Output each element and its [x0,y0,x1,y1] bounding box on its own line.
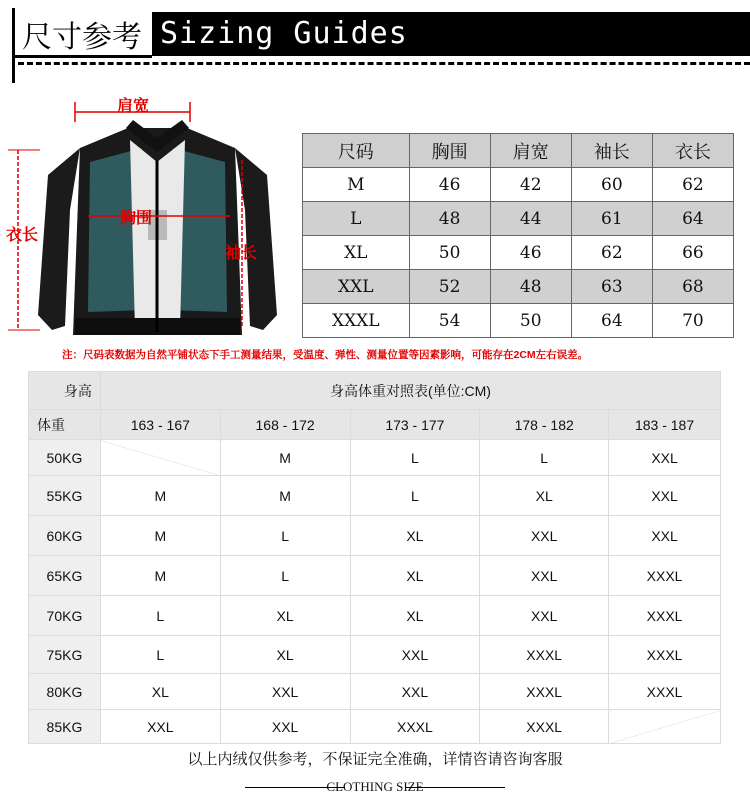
size-cell: 50 [409,236,490,270]
height-weight-table [28,371,721,744]
label-length: 衣长 [6,227,39,244]
header-title-en: Sizing Guides [160,16,408,51]
brand-rule-left [245,787,345,788]
corner-height-label: 身高 [29,372,101,410]
table-row [303,270,734,304]
label-chest: 胸围 [120,210,153,227]
size-cell: XXXL [609,674,721,710]
size-cell: 63 [571,270,652,304]
size-cell: 42 [490,168,571,202]
table-row [303,168,734,202]
size-table-header [303,134,734,168]
size-cell: 52 [409,270,490,304]
size-cell: L [350,476,480,516]
size-cell: 68 [652,270,733,304]
size-cell: XXL [609,476,721,516]
weight-cell: 60KG [29,516,101,556]
size-cell: XXXL [609,556,721,596]
size-cell: M [100,516,220,556]
table-row [29,596,721,636]
size-cell: XXL [609,516,721,556]
size-header-cell: 尺码 [303,134,410,168]
clothing-size-brand [245,779,505,795]
empty-diagonal-cell [609,710,721,744]
weight-cell: 65KG [29,556,101,596]
size-cell: M [100,476,220,516]
jacket-image [30,100,285,345]
size-table [302,133,734,338]
weight-cell: 70KG [29,596,101,636]
weight-cell: 55KG [29,476,101,516]
weight-cell: 80KG [29,674,101,710]
size-cell: M [220,440,350,476]
size-cell: 64 [652,202,733,236]
label-sleeve: 袖长 [225,245,258,262]
height-range-cell: 183 - 187 [609,410,721,440]
size-cell: XXXL [480,636,609,674]
table-row [303,304,734,338]
size-cell: L [220,516,350,556]
header-title-cn: 尺寸参考 [22,20,142,55]
table-row [303,236,734,270]
size-cell: 48 [409,202,490,236]
height-range-cell: 173 - 177 [350,410,480,440]
size-cell: XXXL [303,304,410,338]
size-cell: XXXL [480,710,609,744]
size-cell: XL [220,636,350,674]
size-header-cell: 袖长 [571,134,652,168]
hw-table-title: 身高体重对照表(单位:CM) [100,372,720,410]
size-cell: M [100,556,220,596]
hw-title-row [29,372,721,410]
size-cell: XL [303,236,410,270]
brand-rule-right [405,787,505,788]
size-cell: XXL [350,674,480,710]
size-cell: XXL [220,674,350,710]
table-row [29,516,721,556]
table-row [29,556,721,596]
size-header-cell: 胸围 [409,134,490,168]
size-header-cell: 衣长 [652,134,733,168]
size-cell: XL [350,596,480,636]
hw-heights-row [29,410,721,440]
measurement-note: 注：尺码表数据为自然平铺状态下手工测量结果，受温度、弹性、测量位置等因素影响，可能存在2CM左右误差。 [62,349,589,361]
size-cell: L [303,202,410,236]
size-cell: 66 [652,236,733,270]
size-cell: XL [220,596,350,636]
size-cell: 44 [490,202,571,236]
size-cell: XXL [480,596,609,636]
size-cell: M [220,476,350,516]
size-cell: L [220,556,350,596]
table-row [303,202,734,236]
weight-cell: 85KG [29,710,101,744]
brand-text: CLOTHING SIZE [326,779,424,794]
size-cell: 64 [571,304,652,338]
size-cell: XXXL [609,596,721,636]
size-cell: XXL [480,516,609,556]
weight-cell: 75KG [29,636,101,674]
size-cell: 60 [571,168,652,202]
size-cell: 54 [409,304,490,338]
size-cell: 62 [652,168,733,202]
size-cell: M [303,168,410,202]
table-row [29,674,721,710]
height-range-cell: 178 - 182 [480,410,609,440]
label-shoulder: 肩宽 [117,98,150,115]
size-cell: L [350,440,480,476]
size-cell: XXL [609,440,721,476]
table-row [29,440,721,476]
size-cell: XL [480,476,609,516]
table-row [29,476,721,516]
size-cell: XL [100,674,220,710]
size-cell: L [480,440,609,476]
size-cell: 50 [490,304,571,338]
size-cell: XXL [303,270,410,304]
header-dashed-rule [18,62,750,65]
size-cell: XXL [100,710,220,744]
size-cell: XXXL [609,636,721,674]
empty-diagonal-cell [100,440,220,476]
height-range-cell: 168 - 172 [220,410,350,440]
size-cell: 70 [652,304,733,338]
size-header-cell: 肩宽 [490,134,571,168]
size-cell: 46 [409,168,490,202]
corner-weight-label: 体重 [29,410,101,440]
size-cell: XXL [350,636,480,674]
size-cell: L [100,596,220,636]
size-cell: XL [350,516,480,556]
table-row [29,636,721,674]
weight-cell: 50KG [29,440,101,476]
size-cell: XXL [480,556,609,596]
height-range-cell: 163 - 167 [100,410,220,440]
size-cell: 61 [571,202,652,236]
size-cell: 46 [490,236,571,270]
size-cell: L [100,636,220,674]
size-cell: 48 [490,270,571,304]
footer-disclaimer: 以上内绒仅供参考，不保证完全准确，详情咨请咨询客服 [187,751,563,768]
size-cell: XXXL [350,710,480,744]
table-row [29,710,721,744]
size-cell: XXXL [480,674,609,710]
size-cell: XL [350,556,480,596]
size-cell: 62 [571,236,652,270]
size-cell: XXL [220,710,350,744]
